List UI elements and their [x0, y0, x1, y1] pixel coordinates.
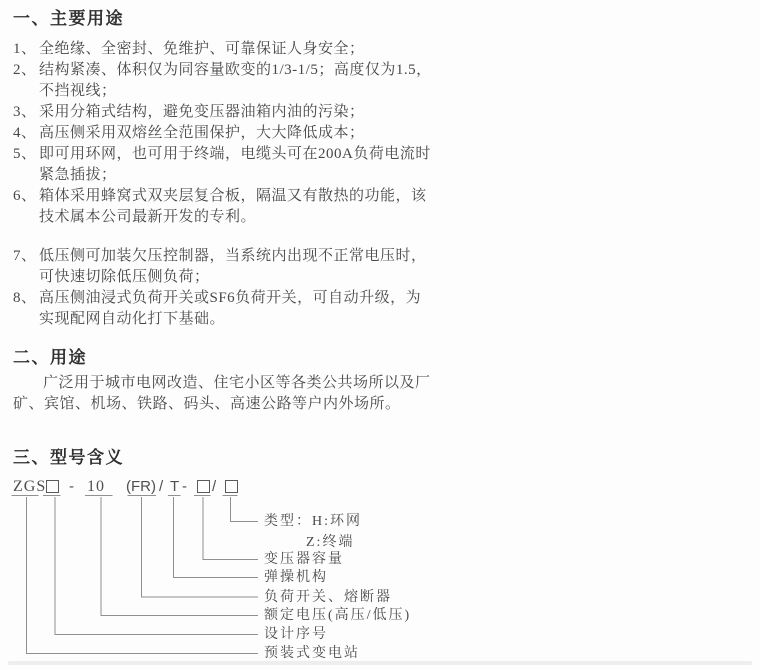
list-item-line: 高压侧采用双熔丝全范围保护，大大降低成本； [39, 125, 365, 141]
list-item [13, 123, 483, 144]
list-item-line: 即可用环网，也可用于终端，电缆头可在200A负荷电流时 [39, 146, 431, 162]
paragraph-line: 广泛用于城市电网改造、住宅小区等各类公共场所以及厂 [43, 375, 431, 391]
label-type-terminal: Z:终端 [306, 535, 355, 550]
list-item-number: 3、 [13, 104, 37, 120]
list-item-line: 可快速切除低压侧负荷； [39, 269, 210, 285]
list-item-line: 高压侧油浸式负荷开关或SF6负荷开关，可自动升级，为 [39, 290, 422, 306]
section2-heading: 二、用途 [13, 348, 87, 367]
list-item [13, 246, 483, 288]
list-item-line: 采用分箱式结构，避免变压器油箱内油的污染； [39, 104, 365, 120]
list-item-line: 全绝缘、全密封、免维护、可靠保证人身安全； [39, 41, 365, 57]
formula-t: T [170, 478, 180, 495]
list-item-line: 实现配网自动化打下基础。 [39, 311, 226, 327]
list-item [13, 60, 483, 102]
label-transformer-capacity: 变压器容量 [264, 552, 344, 567]
applications-paragraph [13, 373, 483, 415]
paragraph-line: 矿、宾馆、机场、铁路、码头、高速公路等户内外场所。 [13, 396, 401, 412]
formula-dash: - [69, 478, 74, 495]
list-item [13, 102, 483, 123]
model-designation-section [0, 447, 760, 670]
label-substation: 预装式变电站 [264, 646, 360, 661]
list-item-number: 4、 [13, 125, 37, 141]
list-item [13, 288, 483, 330]
section1-heading: 一、主要用途 [13, 9, 124, 28]
formula-fr: (FR) [126, 478, 156, 495]
formula-slash: / [212, 478, 217, 495]
section3-heading: 三、型号含义 [13, 448, 124, 467]
list-item [13, 39, 483, 60]
document-body [13, 8, 483, 415]
label-design-serial: 设计序号 [264, 627, 328, 642]
list-item-number: 8、 [13, 290, 37, 306]
list-item-number: 1、 [13, 41, 37, 57]
formula-slash: / [159, 478, 164, 495]
label-load-switch-fuse: 负荷开关、熔断器 [264, 589, 392, 605]
list-item-number: 7、 [13, 248, 37, 264]
label-type: 类型：H:环网 [264, 514, 362, 529]
list-item-number: 2、 [13, 62, 37, 78]
model-diagram-lines [0, 447, 760, 670]
list-item-number: 6、 [13, 188, 37, 204]
formula-dash: - [182, 478, 187, 495]
list-item-line: 技术属本公司最新开发的专利。 [39, 209, 257, 225]
list-item [13, 186, 483, 228]
label-spring-mechanism: 弹操机构 [264, 570, 328, 585]
formula-voltage: 10 [87, 478, 105, 495]
list-item-line: 箱体采用蜂窝式双夹层复合板，隔温又有散热的功能，该 [39, 188, 427, 204]
scan-edge-artifact [8, 661, 752, 665]
formula-prefix: ZGS [13, 478, 47, 495]
label-rated-voltage: 额定电压(高压/低压) [264, 608, 412, 623]
main-uses-list [13, 39, 483, 330]
list-item-line: 结构紧凑、体积仅为同容量欧变的1/3-1/5；高度仅为1.5， [39, 62, 432, 78]
list-item [13, 144, 483, 186]
list-item-number: 5、 [13, 146, 37, 162]
list-item-line: 低压侧可加装欠压控制器，当系统内出现不正常电压时， [39, 248, 427, 264]
list-item-line: 紧急插拔； [39, 167, 117, 183]
list-item-line: 不挡视线； [39, 83, 117, 99]
